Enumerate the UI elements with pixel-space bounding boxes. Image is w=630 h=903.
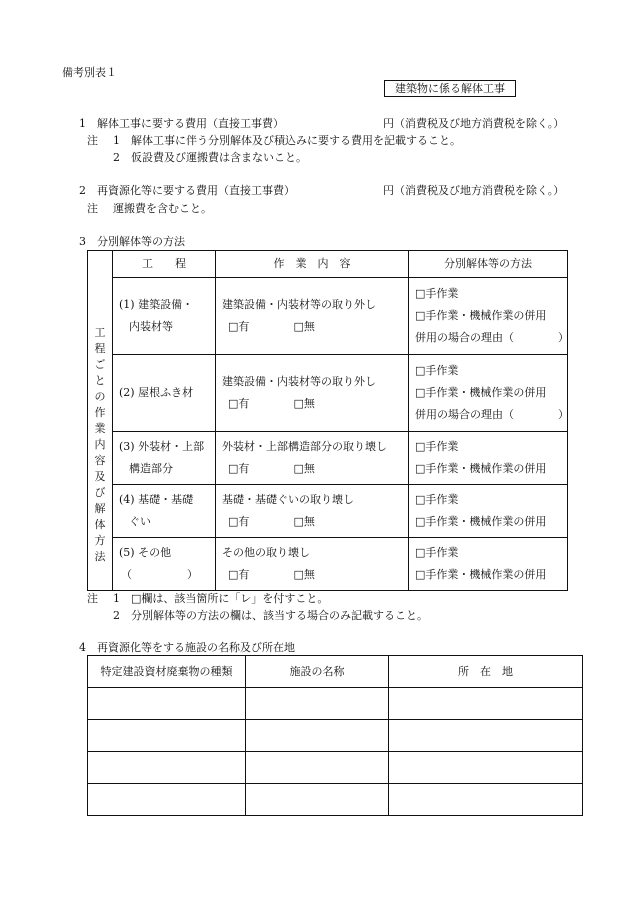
- work-cell: [216, 355, 409, 432]
- table-row: [88, 752, 583, 784]
- section2-note-prefix: 注: [87, 202, 98, 215]
- side-label-char: 法: [94, 549, 106, 563]
- method-manual-checkbox[interactable]: □手作業: [415, 287, 459, 300]
- work-label: 建築設備・内装材等の取り外し: [222, 375, 376, 388]
- method-manual-checkbox[interactable]: □手作業: [415, 440, 459, 453]
- section3-note-1: 1 □欄は、該当箇所に「レ」を付すこと。: [113, 592, 329, 605]
- no-checkbox[interactable]: □無: [293, 397, 315, 410]
- side-label-char: び: [94, 485, 106, 499]
- step-cell: [113, 538, 216, 591]
- header-step: 工 程: [113, 251, 216, 278]
- side-label-char: 程: [94, 341, 106, 355]
- location-cell[interactable]: [389, 720, 583, 752]
- method-cell: [409, 485, 568, 538]
- step-label: (2) 屋根ふき材: [119, 386, 194, 399]
- work-label: 基礎・基礎ぐいの取り壊し: [222, 493, 354, 506]
- no-checkbox[interactable]: □無: [293, 568, 315, 581]
- header-location: 所 在 地: [389, 656, 583, 688]
- location-cell[interactable]: [389, 688, 583, 720]
- facility-name-cell[interactable]: [246, 688, 389, 720]
- table-row: [88, 278, 568, 355]
- section1-note-1: 1 解体工事に伴う分別解体及び積込みに要する費用を記載すること。: [113, 134, 461, 147]
- work-cell: [216, 485, 409, 538]
- side-label-char: ご: [94, 357, 106, 371]
- table-row: [88, 538, 568, 591]
- header-work: 作 業 内 容: [216, 251, 409, 278]
- side-label-char: の: [94, 389, 106, 403]
- facility-table-header: [88, 656, 583, 688]
- side-label-char: 業: [94, 421, 106, 435]
- method-manual-checkbox[interactable]: □手作業: [415, 546, 459, 559]
- work-cell: [216, 278, 409, 355]
- yes-checkbox[interactable]: □有: [228, 515, 250, 528]
- boxed-title: 建築物に係る解体工事: [384, 80, 516, 97]
- table-row: [88, 485, 568, 538]
- waste-type-cell[interactable]: [88, 688, 246, 720]
- header-method: 分別解体等の方法: [409, 251, 568, 278]
- location-cell[interactable]: [389, 784, 583, 816]
- step-label: ぐい: [129, 515, 151, 528]
- section1-unit: 円（消費税及び地方消費税を除く。）: [383, 117, 565, 130]
- step-cell: [113, 278, 216, 355]
- method-table: [87, 250, 568, 591]
- facility-name-cell[interactable]: [246, 784, 389, 816]
- work-label: 外装材・上部構造部分の取り壊し: [222, 440, 387, 453]
- table-row: [88, 720, 583, 752]
- section2-title: 2 再資源化等に要する費用（直接工事費）: [79, 184, 295, 197]
- doc-label: 備考別表１: [62, 66, 117, 79]
- table-row: [88, 688, 583, 720]
- no-checkbox[interactable]: □無: [293, 320, 315, 333]
- no-checkbox[interactable]: □無: [293, 515, 315, 528]
- step-label: (5) その他: [119, 546, 172, 559]
- waste-type-cell[interactable]: [88, 752, 246, 784]
- step-label: (1) 建築設備・: [119, 298, 194, 311]
- section1-note-prefix: 注: [87, 134, 98, 147]
- table-row: [88, 432, 568, 485]
- step-label: (4) 基礎・基礎: [119, 493, 194, 506]
- work-label: 建築設備・内装材等の取り外し: [222, 298, 376, 311]
- no-checkbox[interactable]: □無: [293, 462, 315, 475]
- step-cell: [113, 432, 216, 485]
- yes-checkbox[interactable]: □有: [228, 397, 250, 410]
- step-cell: [113, 485, 216, 538]
- side-label-char: 及: [94, 469, 106, 483]
- yes-checkbox[interactable]: □有: [228, 320, 250, 333]
- method-reason-field[interactable]: 併用の場合の理由（ ）: [415, 408, 569, 421]
- yes-checkbox[interactable]: □有: [228, 568, 250, 581]
- method-combined-checkbox[interactable]: □手作業・機械作業の併用: [415, 515, 547, 528]
- facility-name-cell[interactable]: [246, 752, 389, 784]
- method-cell: [409, 538, 568, 591]
- method-reason-field[interactable]: 併用の場合の理由（ ）: [415, 331, 569, 344]
- method-combined-checkbox[interactable]: □手作業・機械作業の併用: [415, 386, 547, 399]
- facility-name-cell[interactable]: [246, 720, 389, 752]
- side-label-char: 解: [94, 501, 106, 515]
- header-waste-type: 特定建設資材廃棄物の種類: [88, 656, 246, 688]
- table-row: [88, 784, 583, 816]
- side-label-char: 内: [94, 437, 106, 451]
- facility-table: [87, 655, 583, 816]
- section1-note-2: 2 仮設費及び運搬費は含まないこと。: [113, 151, 307, 164]
- yes-checkbox[interactable]: □有: [228, 462, 250, 475]
- side-label: [88, 251, 113, 591]
- step-other-field[interactable]: （ ）: [121, 568, 198, 581]
- side-label-char: 容: [94, 453, 106, 467]
- method-manual-checkbox[interactable]: □手作業: [415, 364, 459, 377]
- work-label: その他の取り壊し: [222, 546, 310, 559]
- side-label-char: 工: [94, 325, 106, 339]
- section4-title: 4 再資源化等をする施設の名称及び所在地: [79, 641, 295, 654]
- section1-title: 1 解体工事に要する費用（直接工事費）: [79, 117, 284, 130]
- method-cell: [409, 355, 568, 432]
- method-cell: [409, 432, 568, 485]
- section3-note-prefix: 注: [87, 592, 98, 605]
- table-row: [88, 355, 568, 432]
- method-combined-checkbox[interactable]: □手作業・機械作業の併用: [415, 462, 547, 475]
- section2-note: 運搬費を含むこと。: [113, 202, 212, 215]
- step-cell: [113, 355, 216, 432]
- section3-title: 3 分別解体等の方法: [79, 235, 185, 248]
- location-cell[interactable]: [389, 752, 583, 784]
- step-label: 構造部分: [129, 462, 173, 475]
- section2-unit: 円（消費税及び地方消費税を除く。）: [383, 184, 565, 197]
- method-cell: [409, 278, 568, 355]
- waste-type-cell[interactable]: [88, 784, 246, 816]
- method-combined-checkbox[interactable]: □手作業・機械作業の併用: [415, 309, 547, 322]
- work-cell: [216, 538, 409, 591]
- method-combined-checkbox[interactable]: □手作業・機械作業の併用: [415, 568, 547, 581]
- header-facility-name: 施設の名称: [246, 656, 389, 688]
- side-label-char: と: [94, 373, 106, 387]
- side-label-char: 体: [94, 517, 106, 531]
- work-cell: [216, 432, 409, 485]
- step-label: 内装材等: [129, 320, 173, 333]
- step-label: (3) 外装材・上部: [119, 440, 205, 453]
- section3-note-2: 2 分別解体等の方法の欄は、該当する場合のみ記載すること。: [113, 609, 428, 622]
- method-manual-checkbox[interactable]: □手作業: [415, 493, 459, 506]
- waste-type-cell[interactable]: [88, 720, 246, 752]
- side-label-char: 方: [94, 533, 106, 547]
- side-label-char: 作: [94, 405, 106, 419]
- method-table-header: [88, 251, 568, 278]
